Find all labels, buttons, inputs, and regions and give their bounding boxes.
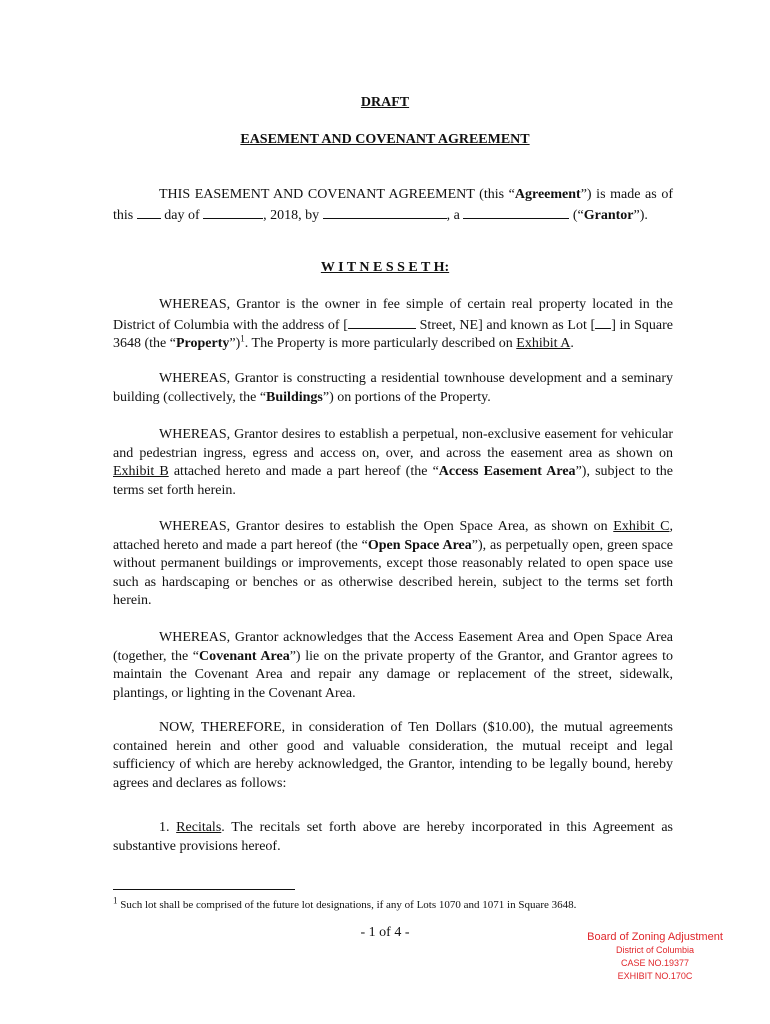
page-number: - 1 of 4 - xyxy=(360,925,410,940)
recital-access-easement: WHEREAS, Grantor desires to establish a perpetual, non-exclusive easement for vehicular and pedestrian ingress, egress and access on, over, and across the easement area as shown on Exhibit B attached hereto and made a part hereof (the “Access Easement Area”), subject to the terms set forth herein. xyxy=(113,427,673,498)
recital-covenant-area: WHEREAS, Grantor acknowledges that the Access Easement Area and Open Space Area (together, the “Covenant Area”) lie on the private property of the Grantor, and Grantor agrees to maintain the Covenant Area and repair any damage or replacement of the street, sidewalk, plantings, or lighting in the Covenant Area. xyxy=(113,630,673,701)
witnesseth-heading: W I T N E S S E T H: xyxy=(320,260,450,275)
lot-blank xyxy=(595,315,611,329)
entity-type-blank xyxy=(463,205,569,219)
footnote-reference: 1 xyxy=(240,333,245,344)
grantor-name-blank xyxy=(323,205,447,219)
recital-open-space: WHEREAS, Grantor desires to establish the Open Space Area, as shown on Exhibit C, attached hereto and made a part hereof (the “Open Space Area”), as perpetually open, green space without permanent buildings or improvements, except those reasonably related to open space use such as hardscaping or benches or as otherwise described herein, subject to the terms set forth herein. xyxy=(113,519,673,608)
stamp-case-number: CASE NO.19377 xyxy=(620,958,690,968)
intro-paragraph: THIS EASEMENT AND COVENANT AGREEMENT (this “Agreement”) is made as of this day of , 2018, by , a (“Grantor”). xyxy=(113,187,673,223)
footnote xyxy=(113,895,673,912)
exhibit-stamp xyxy=(560,930,750,983)
street-blank xyxy=(348,315,416,329)
exhibit-b-reference: Exhibit B xyxy=(113,464,169,479)
day-blank xyxy=(137,205,161,219)
stamp-board: Board of Zoning Adjustment xyxy=(587,931,723,943)
document-title: EASEMENT AND COVENANT AGREEMENT xyxy=(240,132,530,147)
month-blank xyxy=(203,205,263,219)
exhibit-a-reference: Exhibit A xyxy=(516,336,571,351)
recital-property: WHEREAS, Grantor is the owner in fee simple of certain real property located in the District of Columbia with the address of [ Street, NE] and known as Lot [ ] in Square 3648 (the “Property”)$^1$. The Property is more particularly described on Exhibit A. xyxy=(113,297,673,351)
footnote-number: 1 xyxy=(113,895,118,906)
recital-buildings: WHEREAS, Grantor is constructing a residential townhouse development and a seminary building (collectively, the “Buildings”) on portions of the Property. xyxy=(113,371,673,405)
consideration-paragraph: NOW, THEREFORE, in consideration of Ten Dollars ($10.00), the mutual agreements contained herein and other good and valuable consideration, the mutual receipt and legal sufficiency of which are hereby acknowledged, the Grantor, intending to be legally bound, hereby agrees and declares as follows: xyxy=(113,720,673,791)
footnote-text: Such lot shall be comprised of the future lot designations, if any of Lots 1070 and 1071 in Square 3648. xyxy=(117,899,577,911)
section-1-recitals: 1. Recitals. The recitals set forth above are hereby incorporated in this Agreement as substantive provisions hereof. xyxy=(113,820,673,854)
footnote-divider xyxy=(113,889,295,890)
section-heading-recitals: Recitals xyxy=(176,820,222,835)
stamp-exhibit-number: EXHIBIT NO.170C xyxy=(617,971,693,981)
exhibit-c-reference: Exhibit C xyxy=(613,519,670,534)
stamp-district: District of Columbia xyxy=(615,945,695,955)
draft-label: DRAFT xyxy=(360,95,410,110)
